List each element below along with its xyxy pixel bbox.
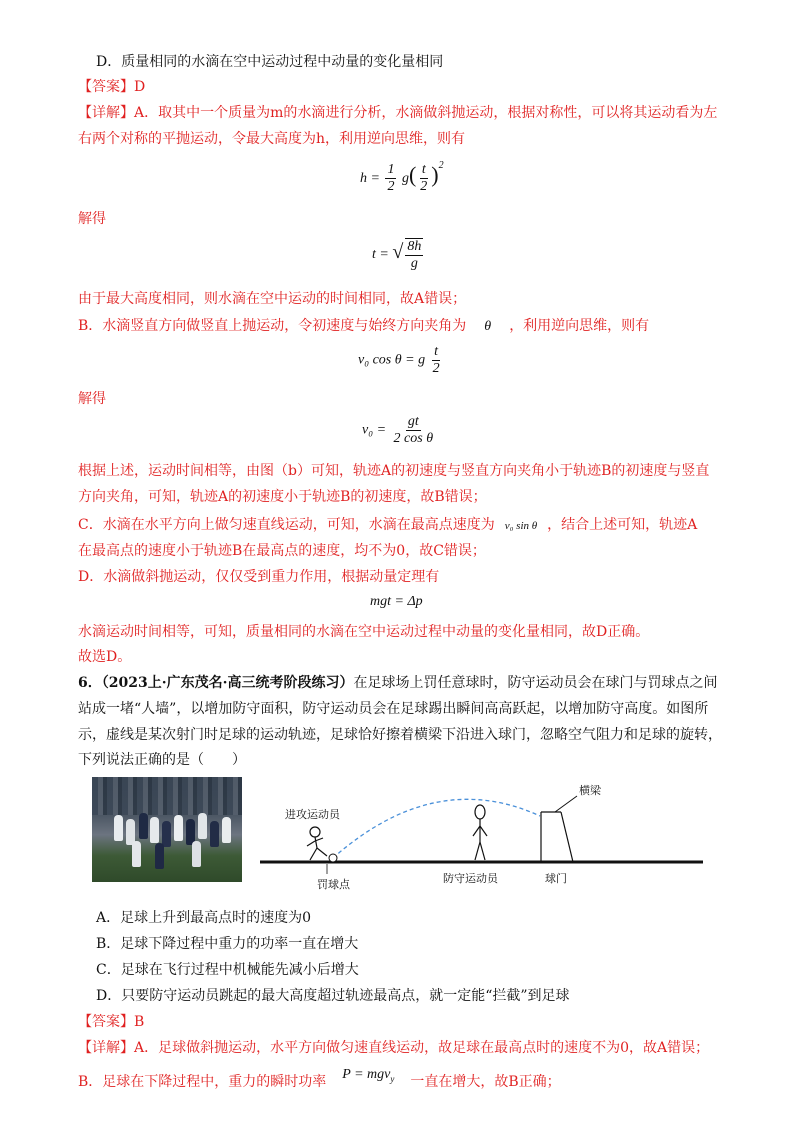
- detail-d-line1: D．水滴做斜抛运动，仅仅受到重力作用，根据动量定理有: [78, 569, 440, 585]
- detail-d-line2: 水滴运动时间相等，可知，质量相同的水滴在空中运动过程中动量的变化量相同，故D正确。: [78, 624, 650, 640]
- detail-6-a: 【详解】A．足球做斜抛运动，水平方向做匀速直线运动，故足球在最高点时的速度不为0，故A错误；: [78, 1040, 710, 1056]
- football-photo: [92, 777, 242, 882]
- detail-b-line3: 方向夹角，可知，轨迹A的初速度小于轨迹B的初速度，故B错误；: [78, 489, 487, 505]
- detail-b-line2: 根据上述，运动时间相等，由图（b）可知，轨迹A的初速度与竖直方向夹角小于轨迹B的初速度与竖直: [78, 463, 710, 479]
- conclusion-a: 由于最大高度相同，则水滴在空中运动的时间相同，故A错误；: [78, 291, 467, 307]
- q6-line3: 示，虚线是某次射门时足球的运动轨迹，足球恰好擦着横梁下沿进入球门，忽略空气阻力和足球的旋转，: [78, 727, 722, 743]
- label-attacker: 进攻运动员: [285, 808, 340, 821]
- detail-6-b: B．足球在下降过程中，重力的瞬时功率 P = mgv$_y$ 一直在增大，故B正确；: [78, 1067, 561, 1090]
- formula-h: h = $\frac{1}{2}$ g( $\frac{t}{2}$ )$^2$: [360, 160, 444, 195]
- defender-figure: [473, 805, 487, 860]
- attacker-figure: [307, 827, 327, 860]
- option-b: B．足球下降过程中重力的功率一直在增大: [96, 936, 359, 952]
- label-penalty-spot: 罚球点: [317, 878, 350, 891]
- q6-line4: 下列说法正确的是（ ）: [78, 752, 246, 768]
- option-d-prev: D．质量相同的水滴在空中运动过程中动量的变化量相同: [96, 54, 444, 70]
- formula-v0: v₀ = $\frac{gt}{\text{2 cos θ}}$: [362, 414, 434, 446]
- trajectory-diagram: [255, 776, 705, 896]
- option-d: D．只要防守运动员跳起的最大高度超过轨迹最高点，就一定能“拦截”到足球: [96, 988, 570, 1004]
- detail-c-line2: 在最高点的速度小于轨迹B在最高点的速度，均不为0，故C错误；: [78, 543, 486, 559]
- solve-label-2: 解得: [78, 391, 106, 407]
- formula-v0cos: v₀ cos θ = g $\frac{t}{2}$: [358, 344, 440, 376]
- answer-prev: 【答案】D: [78, 79, 146, 95]
- label-defender: 防守运动员: [443, 872, 498, 885]
- detail-a-line1: 【详解】A．取其中一个质量为m的水滴进行分析，水滴做斜抛运动，根据对称性，可以将其运动看为左: [78, 105, 718, 121]
- ball-trajectory: [333, 799, 540, 858]
- ball: [329, 854, 337, 862]
- formula-momentum: mgt = Δp: [370, 594, 423, 609]
- q6-line1: 6．（2023上·广东茂名·高三统考阶段练习）在足球场上罚任意球时，防守运动员会在球门与罚球点之间: [78, 675, 718, 691]
- option-c: C．足球在飞行过程中机械能先减小后增大: [96, 962, 359, 978]
- goal-frame: [541, 812, 573, 862]
- crossbar-pointer: [555, 796, 577, 812]
- choose-d: 故选D。: [78, 649, 132, 665]
- answer-6: 【答案】B: [78, 1014, 145, 1030]
- label-crossbar: 横梁: [579, 784, 601, 797]
- label-goal: 球门: [545, 872, 567, 885]
- formula-t: t = √ $\frac{8h}{g}$: [372, 239, 422, 271]
- option-a: A．足球上升到最高点时的速度为0: [96, 910, 312, 926]
- detail-a-line2: 右两个对称的平抛运动，令最大高度为h，利用逆向思维，则有: [78, 131, 466, 147]
- solve-label-1: 解得: [78, 211, 106, 227]
- q6-line2: 站成一堵“人墙”，以增加防守面积，防守运动员会在足球踢出瞬间高高跃起，以增加防守高度。如图所: [78, 701, 709, 717]
- detail-b-line1: B．水滴竖直方向做竖直上抛运动，令初速度与始终方向夹角为 θ ，利用逆向思维，则有: [78, 318, 650, 334]
- detail-c-line1: C．水滴在水平方向上做匀速直线运动，可知，水滴在最高点速度为 v₀ sin θ ，结合上述可知，轨迹A: [78, 517, 698, 533]
